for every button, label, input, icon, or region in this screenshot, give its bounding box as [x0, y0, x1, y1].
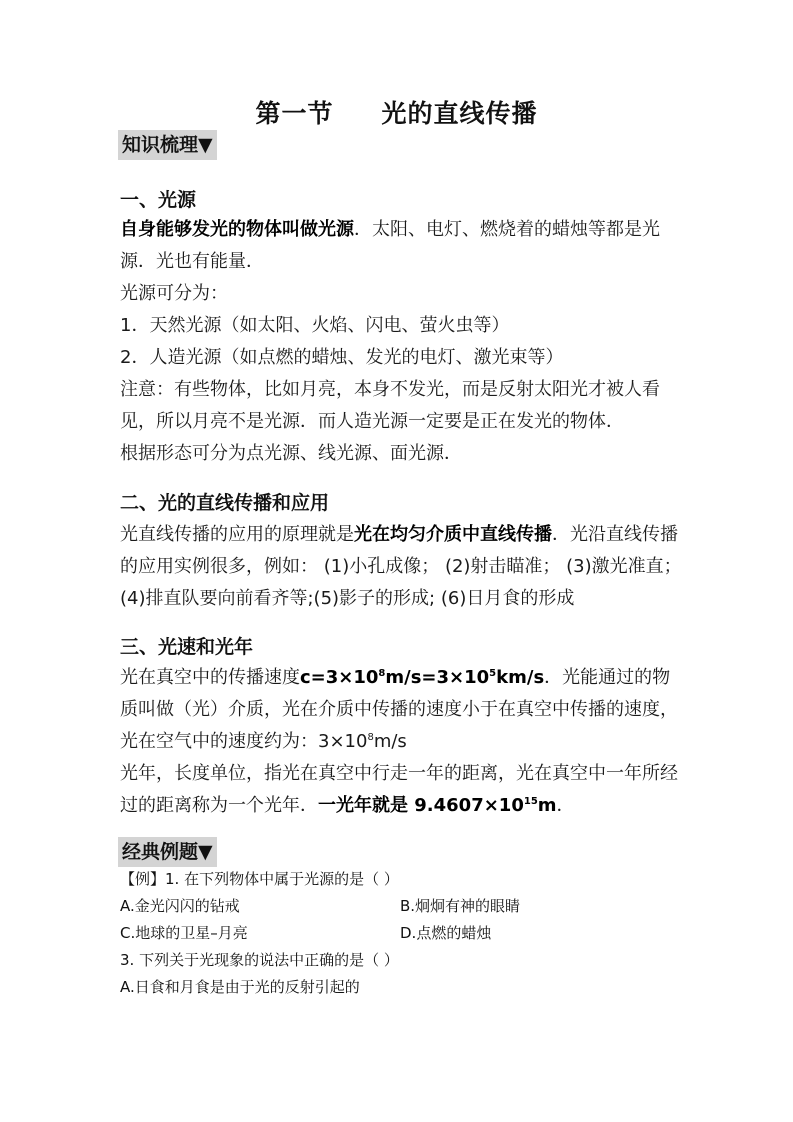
section1-shape: 根据形态可分为点光源、线光源、面光源． — [120, 443, 462, 464]
speed-exponent-3: 8 — [367, 732, 374, 743]
examples-list — [120, 866, 680, 1001]
speed-exponent-2: 5 — [489, 668, 497, 679]
section3-light-year — [120, 758, 682, 822]
section2-text-b: ．光沿直线传播的应用实例很多，例如： (1)小孔成像； (2)射击瞄准； (3)激光准直； (4)排直队要向前看齐等;(5)影子的形成; (6)日月食的形成 — [120, 524, 682, 609]
section1-note: 注意：有些物体，比如月亮，本身不发光，而是反射太阳光才被人看见，所以月亮不是光源．而人造光源一定要是正在发光的物体． — [120, 379, 660, 432]
title-section-number: 第一节 — [255, 99, 334, 128]
section2-text — [120, 519, 682, 615]
speed-text-c: m/s — [373, 731, 407, 752]
question-1-option-d: D.点燃的蜡烛 — [400, 924, 492, 942]
question-3: 3. 下列关于光现象的说法中正确的是（ ） — [120, 951, 399, 969]
section2-body — [120, 519, 682, 615]
question-1-option-a: A.金光闪闪的钻戒 — [120, 897, 240, 915]
question-1: 【例】1. 在下列物体中属于光源的是（ ） — [120, 870, 399, 888]
speed-exponent-1: 8 — [378, 668, 386, 679]
section1-item1: 1．天然光源（如太阳、火焰、闪电、萤火虫等） — [120, 315, 510, 336]
section1-classify: 光源可分为： — [120, 283, 228, 304]
light-year-end: ． — [556, 795, 575, 816]
speed-text-a: 光在真空中的传播速度 — [120, 667, 300, 688]
light-year-value — [318, 795, 557, 816]
section1-intro-rest: ．太阳、电灯、燃烧着的蜡烛等都是光源．光也有能量． — [120, 219, 660, 272]
light-year-exponent: 15 — [523, 796, 538, 807]
light-year-unit: m — [537, 795, 557, 816]
section3-speed — [120, 662, 682, 758]
light-source-definition: 自身能够发光的物体叫做光源 — [120, 219, 354, 240]
question-1-option-b: B.炯炯有神的眼睛 — [400, 897, 521, 915]
section3-heading: 三、光速和光年 — [120, 636, 254, 658]
question-1-options-row-1 — [120, 893, 680, 920]
section1-body — [120, 214, 682, 470]
speed-formula-part2: m/s=3×10 — [385, 667, 490, 688]
title-topic: 光的直线传播 — [381, 99, 538, 128]
section1-intro — [120, 214, 682, 278]
light-year-value-part1: 一光年就是 9.4607×10 — [318, 795, 524, 816]
question-3-option-a: A.日食和月食是由于光的反射引起的 — [120, 978, 360, 996]
section1-heading: 一、光源 — [120, 189, 197, 211]
speed-text-b: ．光能通过的物质叫做（光）介质，光在介质中传播的速度小于在真空中传播的速度，光在空气中的速度约为：3×10 — [120, 667, 678, 752]
section2-principle: 光在均匀介质中直线传播 — [354, 524, 552, 545]
light-year-text: 光年，长度单位，指光在真空中行走一年的距离，光在真空中一年所经过的距离称为一个光年． — [120, 763, 678, 816]
section1-item2: 2．人造光源（如点燃的蜡烛、发光的电灯、激光束等） — [120, 347, 564, 368]
speed-formula-part1: c=3×10 — [300, 667, 379, 688]
speed-formula — [300, 667, 544, 688]
question-1-option-c: C.地球的卫星–月亮 — [120, 924, 248, 942]
page-title — [0, 96, 793, 132]
speed-formula-part3: km/s — [496, 667, 545, 688]
knowledge-banner: 知识梳理▼ — [118, 130, 217, 160]
section3-body — [120, 662, 682, 822]
section2-heading: 二、光的直线传播和应用 — [120, 492, 330, 514]
question-1-options-row-2 — [120, 920, 680, 947]
section2-text-a: 光直线传播的应用的原理就是 — [120, 524, 354, 545]
examples-banner: 经典例题▼ — [118, 837, 217, 867]
